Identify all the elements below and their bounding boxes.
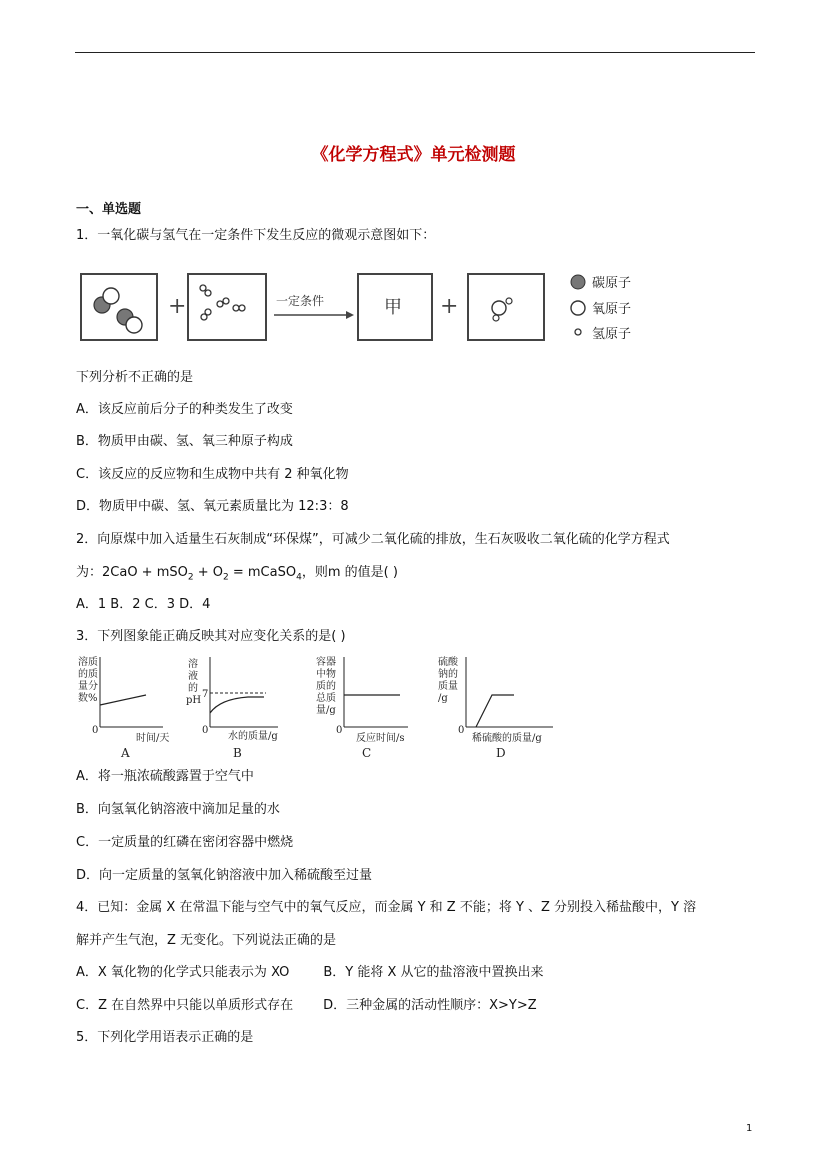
reaction-condition: 一定条件 (276, 294, 325, 308)
plus-sign: + (168, 294, 187, 319)
q1-stem: 1．一氧化碳与氢气在一定条件下发生反应的微观示意图如下： (76, 228, 436, 243)
q5-stem: 5．下列化学用语表示正确的是 (76, 1030, 254, 1045)
q1-option-b: B．物质甲由碳、氢、氧三种原子构成 (76, 434, 293, 449)
svg-text:稀硫酸的质量/g: 稀硫酸的质量/g (472, 733, 542, 744)
svg-text:硫酸: 硫酸 (438, 657, 458, 668)
svg-text:7: 7 (202, 689, 209, 700)
svg-text:质量: 质量 (438, 681, 458, 692)
legend-hydrogen-icon (575, 329, 581, 335)
svg-text:溶: 溶 (188, 659, 198, 670)
q4-stem-2: 解并产生气泡，Z 无变化。下列说法正确的是 (76, 933, 337, 948)
section-heading: 一、单选题 (76, 202, 142, 217)
header-rule (75, 52, 755, 53)
page-number: 1 (746, 1123, 753, 1134)
svg-text:量分: 量分 (78, 681, 98, 692)
q1-option-c: C．该反应的反应物和生成物中共有 2 种氧化物 (76, 467, 349, 482)
legend-oxygen: 氧原子 (592, 302, 632, 317)
chart-a (78, 655, 169, 760)
oxygen-atom (492, 301, 506, 315)
svg-text:中物: 中物 (316, 669, 336, 680)
svg-text:D: D (496, 746, 506, 760)
hydrogen-molecules (200, 285, 245, 320)
q4-option-d: D．三种金属的活动性顺序：X>Y>Z (323, 998, 537, 1013)
reactant-box-2 (188, 274, 266, 340)
svg-text:溶质: 溶质 (78, 657, 98, 668)
chart-b (186, 657, 278, 760)
q4-option-c: C．Z 在自然界中只能以单质形式存在 (76, 998, 294, 1013)
svg-text:B: B (233, 746, 242, 760)
q3-option-d: D．向一定质量的氢氧化钠溶液中加入稀硫酸至过量 (76, 868, 373, 883)
svg-text:数%: 数% (78, 693, 98, 704)
q4-options-cd (76, 996, 537, 1016)
page-title: 《化学方程式》单元检测题 (311, 145, 516, 165)
q2-stem: 2．向原煤中加入适量生石灰制成“环保煤”，可减少二氧化硫的排放，生石灰吸收二氧化硫的化学方程式 (76, 532, 670, 547)
svg-text:0: 0 (458, 725, 465, 736)
svg-text:时间/天: 时间/天 (136, 733, 170, 744)
svg-text:水的质量/g: 水的质量/g (228, 731, 278, 742)
svg-text:0: 0 (92, 725, 99, 736)
legend-carbon: 碳原子 (592, 276, 632, 291)
q1-option-a: A．该反应前后分子的种类发生了改变 (76, 402, 293, 417)
chart-c (316, 656, 408, 760)
chart-a-line (100, 695, 146, 705)
q4-options-ab (76, 963, 544, 983)
q4-option-a: A．X 氧化物的化学式只能表示为 XO (76, 965, 290, 980)
legend-hydrogen: 氢原子 (592, 327, 632, 342)
svg-text:A: A (121, 746, 130, 760)
q2-equation: 为：$2CaO + mSO_2 + O_2$ = mCaSO$_4$，则m 的值是( ) (76, 565, 398, 583)
svg-text:pH: pH (186, 695, 202, 706)
q3-option-c: C．一定质量的红磷在密闭容器中燃烧 (76, 835, 294, 850)
svg-text:0: 0 (202, 725, 209, 736)
chart-d (438, 655, 553, 760)
svg-text:的质: 的质 (78, 669, 98, 680)
q1-micro-diagram (78, 268, 648, 348)
svg-text:容器: 容器 (316, 657, 336, 668)
plus-sign: + (440, 294, 459, 319)
chart-d-line (476, 695, 514, 727)
q2-options: A．1 B．2 C．3 D．4 (76, 597, 211, 612)
q3-stem: 3．下列图象能正确反映其对应变化关系的是( ) (76, 629, 346, 644)
svg-text:反应时间/s: 反应时间/s (356, 733, 405, 744)
svg-text:0: 0 (336, 725, 343, 736)
product-label: 甲 (384, 297, 402, 318)
legend-oxygen-icon (571, 301, 585, 315)
q4-option-b: B．Y 能将 X 从它的盐溶液中置换出来 (323, 965, 544, 980)
svg-text:/g: /g (438, 693, 448, 704)
svg-text:的: 的 (188, 683, 198, 694)
q1-option-d: D．物质甲中碳、氢、氧元素质量比为 12:3：8 (76, 499, 349, 514)
q3-charts (78, 655, 568, 761)
svg-text:总质: 总质 (316, 693, 336, 704)
svg-text:钠的: 钠的 (438, 669, 458, 680)
chart-b-curve (210, 697, 264, 713)
q4-stem-1: 4．已知：金属 X 在常温下能与空气中的氧气反应，而金属 Y 和 Z 不能；将 Y 、Z 分别投入稀盐酸中，Y 溶 (76, 900, 697, 915)
oxygen-atom (103, 288, 119, 304)
svg-text:质的: 质的 (316, 681, 336, 692)
q3-option-a: A．将一瓶浓硫酸露置于空气中 (76, 769, 254, 784)
q1-prompt: 下列分析不正确的是 (76, 370, 194, 385)
svg-text:量/g: 量/g (316, 705, 336, 716)
reactant-box-1 (81, 274, 157, 340)
svg-text:C: C (362, 746, 372, 760)
legend-carbon-icon (571, 275, 585, 289)
oxygen-atom (126, 317, 142, 333)
q3-option-b: B．向氢氧化钠溶液中滴加足量的水 (76, 802, 280, 817)
svg-text:液: 液 (188, 671, 198, 682)
